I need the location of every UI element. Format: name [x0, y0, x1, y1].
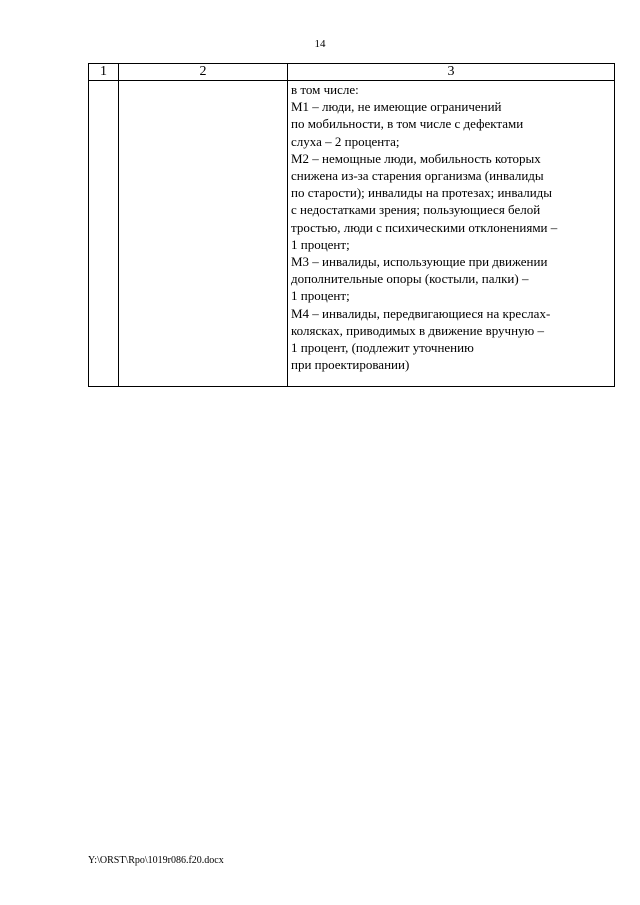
table-header-row	[89, 64, 615, 81]
cell-text-line: М2 – немощные люди, мобильность которых	[291, 150, 541, 166]
cell-text-line: колясках, приводимых в движение вручную –	[291, 322, 545, 338]
table-row	[89, 81, 615, 387]
cell-text-line: по старости); инвалиды на протезах; инвалиды	[291, 185, 553, 201]
cell-text-line: по мобильности, в том числе с дефектами	[291, 116, 524, 132]
cell-text-line: 1 процент;	[291, 236, 350, 252]
cell-text-line: в том числе:	[291, 82, 359, 97]
cell-text-line: дополнительные опоры (костыли, палки) –	[291, 271, 529, 287]
column-header-3: 3	[288, 64, 615, 81]
cell-text-line: М4 – инвалиды, передвигающиеся на креслах-	[291, 305, 551, 321]
cell-text-line: с недостатками зрения; пользующиеся белой	[291, 202, 541, 218]
cell-col-1	[89, 81, 119, 387]
cell-text-line: М1 – люди, не имеющие ограничений	[291, 99, 502, 115]
cell-col-3	[288, 81, 615, 387]
footer-file-path: Y:\ORST\Rpo\1019r086.f20.docx	[88, 855, 224, 866]
column-header-1: 1	[89, 64, 119, 81]
column-header-2: 2	[119, 64, 288, 81]
page-number: 14	[314, 38, 326, 50]
cell-col-2	[119, 81, 288, 387]
cell-text-line: при проектировании)	[291, 357, 410, 373]
cell-text-line: 1 процент, (подлежит уточнению	[291, 340, 474, 356]
cell-text-line: снижена из-за старения организма (инвалиды	[291, 168, 544, 184]
cell-text-line: 1 процент;	[291, 288, 350, 304]
cell-text-line: М3 – инвалиды, использующие при движении	[291, 254, 548, 270]
cell-text-line: тростью, люди с психическими отклонениями –	[291, 219, 558, 235]
cell-text-line: слуха – 2 процента;	[291, 133, 400, 149]
content-table	[88, 63, 615, 387]
